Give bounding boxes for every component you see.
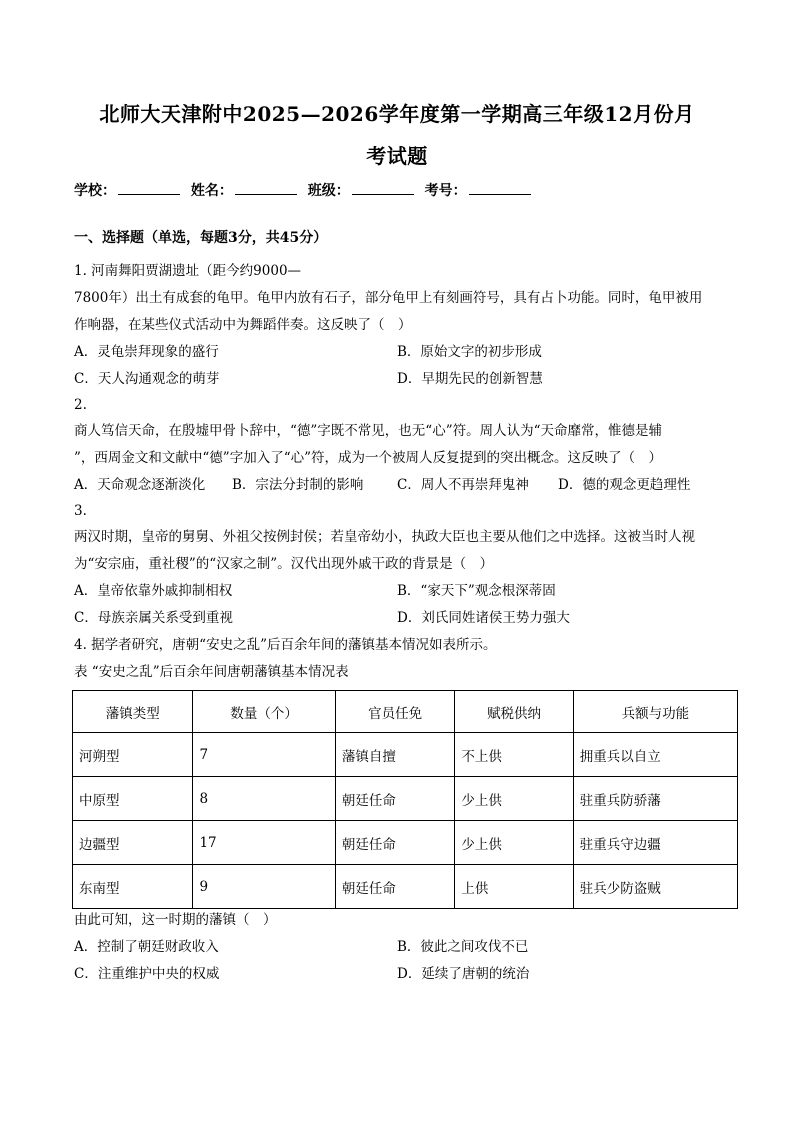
q1-line2: 7800年）出土有成套的龟甲。龟甲内放有石子，部分龟甲上有刻画符号，具有占卜功能。同时，龟甲被用 (74, 290, 703, 306)
exam-number-blank[interactable] (469, 182, 531, 195)
table-cell: 朝廷任命 (335, 865, 454, 909)
q1-option-d[interactable]: D．早期先民的创新智慧 (397, 371, 543, 387)
q3-line1: 两汉时期，皇帝的舅舅、外祖父按例封侯；若皇帝幼小，执政大臣也主要从他们之中选择。这被当时人视 (74, 529, 695, 545)
table-row (73, 865, 738, 909)
q4-option-a[interactable]: A．控制了朝廷财政收入 (74, 939, 219, 955)
q3-number: 3. (74, 503, 87, 519)
q4-stem: 由此可知，这一时期的藩镇（ ） (74, 912, 277, 928)
table-cell: 藩镇自擅 (335, 733, 454, 777)
name-blank[interactable] (235, 182, 297, 195)
table-cell: 东南型 (73, 865, 193, 909)
table-header-cell: 藩镇类型 (73, 691, 193, 733)
table-cell: 17 (193, 821, 335, 865)
table-cell: 8 (193, 777, 335, 821)
q2-line2: ”，西周金文和文献中“德”字加入了“心”符，成为一个被周人反复提到的突出概念。这反映了（ ） (74, 450, 663, 466)
table-cell: 7 (193, 733, 335, 777)
class-blank[interactable] (352, 182, 414, 195)
q1-line3: 作响器，在某些仪式活动中为舞蹈伴奏。这反映了（ ） (74, 317, 412, 333)
q1-option-a[interactable]: A．灵龟崇拜现象的盛行 (74, 344, 219, 360)
q2-option-d[interactable]: D．德的观念更趋理性 (558, 477, 691, 493)
school-label: 学校： (74, 183, 116, 199)
q2-line1: 商人笃信天命，在殷墟甲骨卜辞中，“德”字既不常见，也无“心”符。周人认为“天命靡常，惟德是辅 (74, 423, 663, 439)
table-cell: 朝廷任命 (335, 821, 454, 865)
table-cell: 驻重兵守边疆 (573, 821, 737, 865)
q2-option-b[interactable]: B．宗法分封制的影响 (232, 477, 364, 493)
table-cell: 河朔型 (73, 733, 193, 777)
table-header-cell: 赋税供纳 (455, 691, 573, 733)
q4-line1: 4. 据学者研究，唐朝“安史之乱”后百余年间的藩镇基本情况如表所示。 (74, 637, 497, 653)
table-cell: 中原型 (73, 777, 193, 821)
q3-option-a[interactable]: A．皇帝依靠外戚抑制相权 (74, 583, 233, 599)
table-header-row (73, 691, 738, 733)
table-cell: 朝廷任命 (335, 777, 454, 821)
q4-option-d[interactable]: D．延续了唐朝的统治 (397, 966, 530, 982)
table-header-cell: 兵额与功能 (573, 691, 737, 733)
page-title-line1: 北师大天津附中2025—2026学年度第一学期高三年级12月份月 (99, 102, 695, 126)
name-label: 姓名： (190, 183, 233, 199)
table-cell: 边疆型 (73, 821, 193, 865)
table-cell: 上供 (455, 865, 573, 909)
table-row (73, 733, 738, 777)
q3-option-d[interactable]: D．刘氏同姓诸侯王势力强大 (397, 610, 570, 626)
q2-number: 2. (74, 397, 87, 413)
class-label: 班级： (307, 183, 350, 199)
section-heading: 一、选择题（单选，每题3分，共45分） (74, 230, 328, 246)
table-row (73, 821, 738, 865)
q4-option-c[interactable]: C．注重维护中央的权威 (74, 966, 220, 982)
q1-option-b[interactable]: B．原始文字的初步形成 (397, 344, 542, 360)
fanzhen-table (72, 690, 738, 909)
table-cell: 9 (193, 865, 335, 909)
table-cell: 不上供 (455, 733, 573, 777)
q2-option-a[interactable]: A．天命观念逐渐淡化 (74, 477, 206, 493)
q3-option-c[interactable]: C．母族亲属关系受到重视 (74, 610, 233, 626)
page-title-line2: 考试题 (366, 144, 428, 168)
q1-option-c[interactable]: C．天人沟通观念的萌芽 (74, 371, 220, 387)
table-cell: 驻重兵防骄藩 (573, 777, 737, 821)
q2-option-c[interactable]: C．周人不再崇拜鬼神 (397, 477, 529, 493)
table-cell: 少上供 (455, 821, 573, 865)
table-cell: 拥重兵以自立 (573, 733, 737, 777)
table-header-cell: 官员任免 (335, 691, 454, 733)
q3-line2: 为“安宗庙，重社稷”的“汉家之制”。汉代出现外戚干政的背景是（ ） (74, 556, 494, 572)
q4-table-caption: 表 “安史之乱”后百余年间唐朝藩镇基本情况表 (74, 664, 349, 680)
table-cell: 少上供 (455, 777, 573, 821)
q3-option-b[interactable]: B．“家天下”观念根深蒂固 (397, 583, 556, 599)
q1-line1: 1. 河南舞阳贾湖遗址（距今约9000— (74, 263, 302, 279)
table-header-cell: 数量（个） (193, 691, 335, 733)
exam-number-label: 考号： (424, 183, 467, 199)
q4-option-b[interactable]: B．彼此之间攻伐不已 (397, 939, 529, 955)
school-blank[interactable] (118, 182, 180, 195)
table-cell: 驻兵少防盗贼 (573, 865, 737, 909)
student-info-row (74, 180, 537, 200)
table-row (73, 777, 738, 821)
